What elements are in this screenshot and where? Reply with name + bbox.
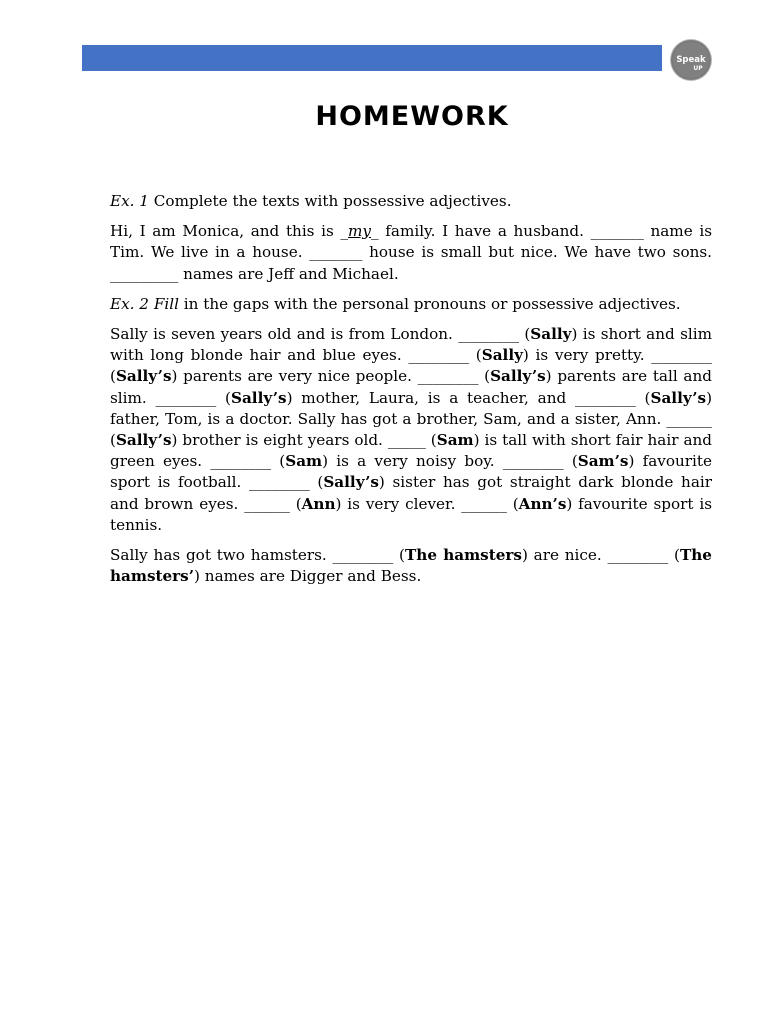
bold-cue: The hamsters’ [110, 546, 712, 586]
page-title: HOMEWORK [315, 101, 509, 132]
exercise-1-heading [110, 191, 712, 212]
bold-cue: Ann’s [518, 494, 567, 513]
text-segment: ) is very clever. ______ ( [335, 494, 519, 513]
bold-cue: Sally [481, 346, 523, 365]
text-segment: ) are nice. ________ ( [521, 546, 680, 565]
text-segment: ) is a very noisy boy. ________ ( [322, 452, 578, 471]
bold-cue: Sally’s [231, 388, 287, 407]
text-segment: ) is tall with short fair hair and green eyes. ________ ( [110, 431, 713, 471]
logo-text-up: UP [693, 65, 703, 72]
bold-cue: Sally’s [115, 431, 172, 450]
bold-cue: Sam [285, 452, 323, 471]
exercise-1-text [110, 221, 712, 285]
bold-cue: Sally’s [323, 473, 379, 492]
homework-body [110, 191, 712, 596]
text-segment: ) mother, Laura, is a teacher, and ________ ( [286, 388, 651, 407]
logo-text-speak: Speak [676, 55, 706, 65]
exercise-1-label: Ex. 1 [110, 192, 149, 210]
exercise-2-heading [110, 294, 712, 315]
example-answer: my [348, 222, 372, 241]
exercise-2-instruction: in the gaps with the personal pronouns or possessive adjectives. [178, 294, 681, 313]
bold-cue: Sam [436, 431, 474, 450]
text-segment: ) sister has got straight dark blonde hair and brown eyes. ______ ( [110, 473, 712, 513]
bold-cue: Sally’s [650, 388, 707, 407]
bold-cue: Ann [301, 494, 336, 513]
text-segment: ) names are Digger and Bess. [194, 567, 422, 586]
header-bar [82, 45, 662, 71]
text-segment: ) father, Tom, is a doctor. Sally has got a brother, Sam, and a sister, Ann. ______ ( [110, 388, 712, 450]
text-segment: ) is short and slim with long blonde hair and blue eyes. ________ ( [110, 325, 712, 365]
text-segment: Sally is seven years old and is from London. ________ ( [110, 325, 531, 344]
text-segment: ) brother is eight years old. _____ ( [171, 431, 437, 450]
exercise-2-paragraph-2 [110, 545, 712, 587]
text-segment: Hi, I am Monica, and this is _ [110, 222, 349, 241]
text-segment: ) is very pretty. ________ ( [110, 346, 712, 386]
bold-cue: Sally’s [490, 367, 546, 386]
text-segment: _ family. I have a husband. _______ name is Tim. We live in a house. _______ house is small but nice. We have two sons. _________ names are Jeff and Michael. [110, 222, 712, 283]
exercise-1-instruction: Complete the texts with possessive adjectives. [148, 192, 512, 210]
bold-cue: The hamsters [404, 546, 522, 565]
text-segment: ) parents are very nice people. ________ ( [171, 367, 491, 386]
text-segment: ) favourite sport is tennis. [110, 494, 712, 534]
text-segment: ) parents are tall and slim. ________ ( [110, 367, 712, 407]
text-segment: ) favourite sport is football. ________ ( [110, 452, 712, 492]
bold-cue: Sam’s [577, 452, 629, 471]
text-segment: Sally has got two hamsters. ________ ( [110, 546, 405, 565]
speak-up-logo [671, 40, 711, 80]
bold-cue: Sally’s [115, 367, 172, 386]
exercise-2-label: Ex. 2 [110, 294, 149, 313]
bold-cue: Sally [530, 325, 572, 344]
speak-up-logo-graphic [671, 40, 711, 80]
exercise-2-label-word: Fill [153, 294, 179, 313]
exercise-2-paragraph-1 [110, 324, 712, 536]
